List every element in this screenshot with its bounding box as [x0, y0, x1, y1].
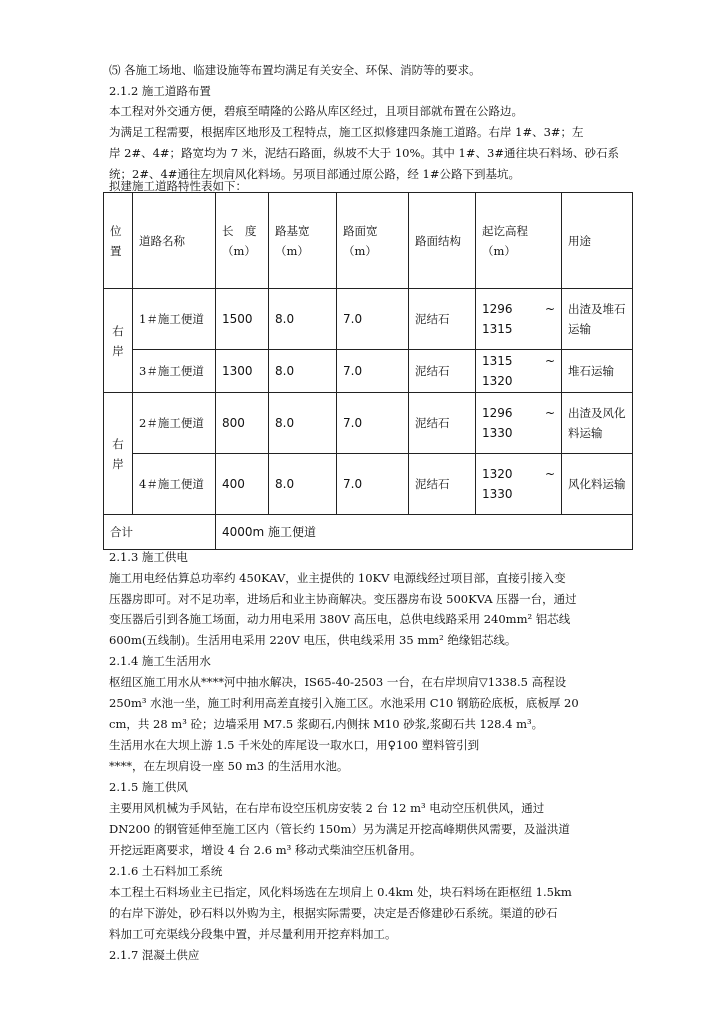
- paragraph-line: 生活用水在大坝上游 1.5 千米处的库尾设一取水口，用♀100 塑料管引到: [109, 738, 480, 752]
- elev-to: 1320: [482, 374, 513, 388]
- cell-base-width: 8.0: [269, 393, 337, 454]
- cell-name: 1＃施工便道: [133, 289, 216, 350]
- road-spec-table: [103, 192, 633, 550]
- elev-to: 1330: [482, 426, 513, 440]
- cell-usage: 出渣及堆石运输: [562, 289, 633, 350]
- paragraph-line: DN200 的钢管延伸至施工区内（管长约 150m）另为满足开挖高峰期供风需要，及溢洪道: [109, 822, 570, 836]
- section-heading-material: 2.1.6 土石料加工系统: [109, 864, 223, 878]
- table-row: [104, 289, 633, 350]
- cell-position: 右岸: [104, 393, 133, 515]
- cell-usage: 风化料运输: [562, 454, 633, 515]
- section-heading-roads: 2.1.2 施工道路布置: [109, 84, 211, 98]
- total-value: 4000m 施工便道: [216, 515, 633, 550]
- paragraph-line: 压器房即可。对不足功率，进场后和业主协商解决。变压器房布设 500KVA 压器一台，通过: [109, 592, 577, 606]
- elev-from: 1296: [482, 302, 513, 316]
- cell-structure: 泥结石: [409, 350, 476, 393]
- paragraph-line: 为满足工程需要，根据库区地形及工程特点，施工区拟修建四条施工道路。右岸 1#、3#；左: [109, 125, 584, 139]
- paragraph-line: 250m³ 水池一坐，施工时利用高差直接引入施工区。水池采用 C10 钢筋砼底板，底板厚 20: [109, 696, 579, 710]
- paragraph-line: 的右岸下游处，砂石料以外购为主，根据实际需要，决定是否修建砂石系统。渠道的砂石: [109, 906, 558, 920]
- paragraph-line: 600m(五线制)。生活用电采用 220V 电压，供电线采用 35 mm² 绝缘铝芯线。: [109, 633, 517, 647]
- paragraph-line: 统；2#、4#通往左坝肩风化料场。另项目部通过原公路，经 1#公路下到基坑。: [109, 167, 521, 181]
- header-length: 长 度（m）: [216, 193, 269, 289]
- cell-structure: 泥结石: [409, 454, 476, 515]
- cell-structure: 泥结石: [409, 289, 476, 350]
- table-header-row: [104, 193, 633, 289]
- cell-length: 1300: [216, 350, 269, 393]
- elev-sep: ~: [544, 467, 555, 481]
- cell-elevation: [476, 289, 562, 350]
- elev-to: 1315: [482, 322, 513, 336]
- cell-length: 1500: [216, 289, 269, 350]
- section-heading-air: 2.1.5 施工供风: [109, 780, 188, 794]
- cell-position: 右岸: [104, 289, 133, 393]
- paragraph-line: cm，共 28 m³ 砼；边墙采用 M7.5 浆砌石,内侧抹 M10 砂浆,浆砌石共 128.4 m³。: [109, 717, 544, 731]
- paragraph-line: 变压器后引到各施工场面，动力用电采用 380V 高压电，总供电线路采用 240mm² 铝芯线: [109, 612, 571, 626]
- section-heading-concrete: 2.1.7 混凝土供应: [109, 948, 200, 962]
- header-elevation: 起讫高程（m）: [476, 193, 562, 289]
- cell-elevation: [476, 350, 562, 393]
- cell-base-width: 8.0: [269, 289, 337, 350]
- safety-note: ⑸ 各施工场地、临建设施等布置均满足有关安全、环保、消防等的要求。: [109, 63, 481, 77]
- cell-structure: 泥结石: [409, 393, 476, 454]
- elev-sep: ~: [544, 302, 555, 316]
- header-surface-width: 路面宽（m）: [337, 193, 409, 289]
- cell-surface-width: 7.0: [337, 393, 409, 454]
- cell-name: 4＃施工便道: [133, 454, 216, 515]
- table-row: [104, 454, 633, 515]
- header-usage: 用途: [562, 193, 633, 289]
- elev-sep: ~: [544, 406, 555, 420]
- cell-name: 2＃施工便道: [133, 393, 216, 454]
- total-label: 合计: [104, 515, 216, 550]
- cell-length: 400: [216, 454, 269, 515]
- cell-elevation: [476, 454, 562, 515]
- elev-to: 1330: [482, 487, 513, 501]
- header-base-width: 路基宽（m）: [269, 193, 337, 289]
- elev-from: 1296: [482, 406, 513, 420]
- header-position: 位置: [104, 193, 133, 289]
- paragraph-line: 岸 2#、4#；路宽均为 7 米，泥结石路面，纵坡不大于 10%。其中 1#、3#通往块石料场、砂石系: [109, 146, 619, 160]
- elev-from: 1315: [482, 354, 513, 368]
- elev-from: 1320: [482, 467, 513, 481]
- cell-length: 800: [216, 393, 269, 454]
- cell-surface-width: 7.0: [337, 350, 409, 393]
- cell-usage: 出渣及风化料运输: [562, 393, 633, 454]
- table-caption: 拟建施工道路特性表如下：: [109, 179, 247, 193]
- header-structure: 路面结构: [409, 193, 476, 289]
- elev-sep: ~: [544, 354, 555, 368]
- cell-name: 3＃施工便道: [133, 350, 216, 393]
- cell-surface-width: 7.0: [337, 454, 409, 515]
- paragraph-line: 施工用电经估算总功率约 450KAV，业主提供的 10KV 电源线经过项目部，直接引接入变: [109, 571, 566, 585]
- cell-usage: 堆石运输: [562, 350, 633, 393]
- header-name: 道路名称: [133, 193, 216, 289]
- cell-base-width: 8.0: [269, 454, 337, 515]
- table-row: [104, 350, 633, 393]
- paragraph-line: ****，在左坝肩设一座 50 m3 的生活用水池。: [109, 759, 349, 773]
- section-heading-water: 2.1.4 施工生活用水: [109, 654, 211, 668]
- cell-surface-width: 7.0: [337, 289, 409, 350]
- table-total-row: [104, 515, 633, 550]
- paragraph-line: 开挖远距离要求，增设 4 台 2.6 m³ 移动式柴油空压机备用。: [109, 843, 422, 857]
- table-row: [104, 393, 633, 454]
- paragraph-line: 主要用风机械为手风钻，在右岸布设空压机房安装 2 台 12 m³ 电动空压机供风，通过: [109, 801, 545, 815]
- paragraph-line: 枢纽区施工用水从****河中抽水解决，IS65-40-2503 一台，在右岸坝肩▽1338.5 高程设: [109, 675, 567, 689]
- paragraph-line: 本工程对外交通方便，碧痕至晴隆的公路从库区经过，且项目部就布置在公路边。: [109, 104, 523, 118]
- paragraph-line: 料加工可充渠线分段集中置，并尽量利用开挖弃料加工。: [109, 927, 397, 941]
- paragraph-line: 本工程土石料场业主已指定，风化料场选在左坝肩上 0.4km 处，块石料场在距枢纽 1.5km: [109, 885, 572, 899]
- cell-base-width: 8.0: [269, 350, 337, 393]
- cell-elevation: [476, 393, 562, 454]
- section-heading-power: 2.1.3 施工供电: [109, 550, 188, 564]
